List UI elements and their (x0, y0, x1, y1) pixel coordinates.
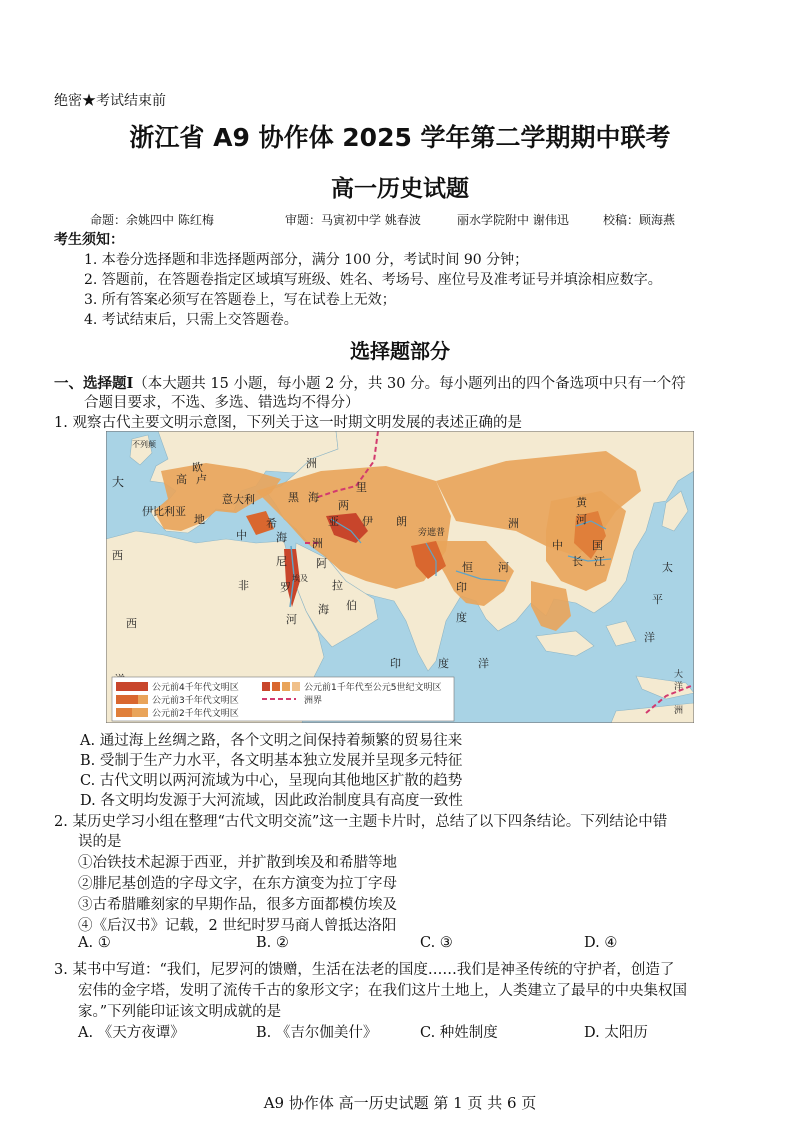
notice-item: 3. 所有答案必须写在答题卷上，写在试卷上无效； (84, 292, 396, 308)
credit-reviewer-2: 丽水学院附中 谢伟迅 (457, 213, 569, 227)
confidential-label: 绝密★考试结束前 (54, 93, 166, 109)
map-label: 埃及 (292, 574, 308, 583)
notice-item: 2. 答题前，在答题卷指定区域填写班级、姓名、考场号、座位号及准考证号并填涂相应数字。 (84, 272, 662, 288)
map-label: 伯 (346, 599, 357, 612)
q1-option-b[interactable]: B. 受制于生产力水平，各文明基本独立发展并呈现多元特征 (80, 753, 463, 769)
legend-swatch-3000b (138, 695, 148, 704)
map-label: 罗 (280, 581, 291, 594)
map-label: 里 (356, 481, 367, 494)
q2-option-d[interactable]: D. ④ (584, 935, 618, 951)
map-label: 度 (456, 611, 467, 624)
map-label: 中 (552, 539, 563, 552)
map-label: 高 (176, 473, 187, 486)
map-label: 大 (674, 670, 684, 680)
map-label: 非 (238, 579, 249, 592)
map-label: 尼 (276, 555, 287, 568)
q2-option-b[interactable]: B. ② (256, 935, 289, 951)
map-label: 洋 (644, 631, 655, 644)
legend-label: 洲界 (304, 696, 323, 706)
part-description-cont: 合题目要求，不选、多选、错选均不得分） (84, 395, 360, 411)
q3-option-a[interactable]: A. 《天方夜谭》 (78, 1025, 185, 1041)
map-label: 洲 (306, 457, 317, 470)
map-label: 海 (308, 491, 319, 504)
q3-stem-cont: 宏伟的金字塔，发明了流传千古的象形文字；在我们这片土地上，人类建立了最早的中央集权国 (78, 983, 687, 999)
map-label: 两 (338, 499, 349, 512)
legend-swatch-1000b (272, 682, 280, 691)
map-label: 希 (266, 517, 277, 530)
notice-item: 1. 本卷分选择题和非选择题两部分，满分 100 分，考试时间 90 分钟； (84, 252, 529, 268)
q2-item: ①冶铁技术起源于西亚，并扩散到埃及和希腊等地 (78, 855, 397, 871)
legend-swatch-1000d (292, 682, 300, 691)
q2-option-c[interactable]: C. ③ (420, 935, 453, 951)
q2-item: ④《后汉书》记载，2 世纪时罗马商人曾抵达洛阳 (78, 918, 397, 934)
legend-label: 公元前3千年代文明区 (152, 696, 239, 706)
map-label: 地 (194, 513, 205, 526)
map-label: 伊 (362, 515, 373, 528)
map-label: 恒 (462, 561, 473, 574)
legend-swatch-2000 (116, 708, 132, 717)
map-label: 伊比利亚 (142, 505, 186, 518)
legend-swatch-3000 (116, 695, 138, 704)
map-label: 河 (576, 513, 587, 526)
q1-option-a[interactable]: A. 通过海上丝绸之路，各个文明之间保持着频繁的贸易往来 (80, 733, 463, 749)
legend-swatch-2000b (132, 708, 148, 717)
map-label: 洲 (312, 537, 323, 550)
map-legend (112, 677, 454, 721)
map-label: 海 (318, 603, 329, 616)
map-label: 拉 (332, 579, 343, 592)
map-label: 洲 (674, 706, 684, 716)
section-title: 选择题部分 (350, 339, 450, 363)
map-label: 洋 (478, 657, 489, 670)
map-label: 河 (498, 561, 509, 574)
legend-label: 公元前2千年代文明区 (152, 709, 239, 719)
map-label: 卢 (196, 473, 207, 486)
part-heading (54, 372, 686, 393)
credit-reviewer: 审题：马寅初中学 姚春波 (285, 213, 421, 227)
credit-author: 命题：余姚四中 陈红梅 (90, 213, 214, 227)
map-label: 欧 (192, 461, 203, 474)
q2-stem: 2. 某历史学习小组在整理“古代文明交流”这一主题卡片时，总结了以下四条结论。下列结论中错 (54, 814, 668, 830)
q2-item: ③古希腊雕刻家的早期作品，很多方面都模仿埃及 (78, 897, 397, 913)
notice-heading: 考生须知： (54, 232, 124, 248)
map-label: 旁遮普 (418, 528, 446, 538)
part-label: 一、选择题Ⅰ (54, 375, 134, 392)
map-label: 黄 (576, 496, 587, 509)
map-label: 江 (594, 555, 605, 568)
q3-stem-cont: 家。”下列能印证该文明成就的是 (78, 1004, 282, 1020)
notice-item: 4. 考试结束后，只需上交答题卷。 (84, 312, 298, 328)
map-label: 海 (276, 531, 287, 544)
map-label: 太 (662, 561, 673, 574)
map-label: 国 (592, 539, 603, 552)
map-label: 平 (652, 593, 663, 606)
q1-stem: 1. 观察古代主要文明示意图，下列关于这一时期文明发展的表述正确的是 (54, 415, 522, 431)
legend-label: 公元前4千年代文明区 (152, 683, 239, 693)
map-label: 洲 (508, 517, 519, 530)
part-description: （本大题共 15 小题，每小题 2 分，共 30 分。每小题列出的四个备选项中只有一个符 (133, 376, 686, 392)
legend-swatch-4000 (116, 682, 148, 691)
map-label: 度 (438, 657, 449, 670)
q1-option-c[interactable]: C. 古代文明以两河流域为中心，呈现向其他地区扩散的趋势 (80, 773, 463, 789)
q2-stem-cont: 误的是 (78, 834, 122, 850)
legend-swatch-1000a (262, 682, 270, 691)
map-label: 亚 (328, 515, 339, 528)
page-footer: A9 协作体 高一历史试题 第 1 页 共 6 页 (263, 1094, 537, 1112)
map-label: 大 (112, 475, 125, 489)
q3-option-b[interactable]: B. 《吉尔伽美什》 (256, 1025, 378, 1041)
credit-proofreader: 校稿：顾海燕 (603, 213, 676, 227)
map-label: 意大利 (222, 493, 255, 506)
map-label: 印 (390, 657, 401, 670)
map-label: 长 (572, 555, 583, 568)
map-label: 西 (112, 549, 123, 562)
exam-title: 浙江省 A9 协作体 2025 学年第二学期期中联考 (129, 123, 671, 152)
map-label: 西 (126, 617, 137, 630)
q1-option-d[interactable]: D. 各文明均发源于大河流域，因此政治制度具有高度一致性 (80, 793, 463, 809)
map-label: 黑 (288, 491, 299, 504)
q2-option-a[interactable]: A. ① (78, 935, 111, 951)
map-label: 朗 (396, 515, 407, 528)
exam-subtitle: 高一历史试题 (331, 176, 469, 202)
legend-label: 公元前1千年代至公元5世纪文明区 (304, 683, 442, 693)
map-label: 洋 (674, 682, 684, 692)
q3-stem: 3. 某书中写道：“我们，尼罗河的馈赠，生活在法老的国度……我们是神圣传统的守护者，创造了 (54, 962, 675, 978)
map-label: 中 (236, 529, 247, 542)
map-label: 河 (286, 613, 297, 626)
legend-swatch-1000c (282, 682, 290, 691)
ancient-civilizations-map (106, 431, 694, 723)
q3-option-c[interactable]: C. 种姓制度 (420, 1025, 498, 1041)
map-label: 印 (456, 581, 467, 594)
map-label: 不列颠 (132, 440, 156, 449)
q3-option-d[interactable]: D. 太阳历 (584, 1025, 648, 1041)
map-label: 阿 (316, 557, 327, 570)
q2-item: ②腓尼基创造的字母文字，在东方演变为拉丁字母 (78, 876, 397, 892)
